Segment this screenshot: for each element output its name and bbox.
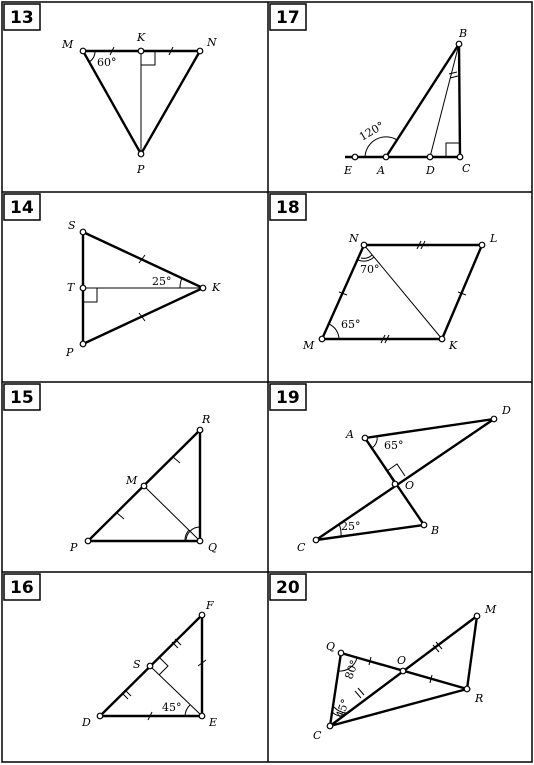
label-15-R: R	[202, 413, 211, 426]
label-20-M: M	[485, 603, 497, 616]
label-16-S: S	[133, 658, 141, 671]
panel-number-20: 20	[276, 578, 300, 598]
label-13-N: N	[207, 36, 217, 49]
label-19-O: O	[405, 479, 415, 492]
panel-number-18: 18	[276, 198, 300, 218]
angle-19-25: 25°	[341, 520, 361, 533]
label-19-A: A	[346, 428, 354, 441]
figure-15	[85, 427, 203, 544]
angle-17-120: 120°	[357, 119, 387, 144]
label-13-P: P	[137, 163, 145, 176]
label-17-E: E	[344, 164, 353, 177]
label-18-L: L	[490, 232, 498, 245]
panel-number-13: 13	[10, 8, 34, 28]
label-18-N: N	[349, 232, 359, 245]
label-15-Q: Q	[208, 541, 218, 554]
panel-number-15: 15	[10, 388, 34, 408]
panel-grid	[2, 2, 532, 762]
label-17-D: D	[426, 164, 435, 177]
panel-number-19: 19	[276, 388, 300, 408]
label-16-E: E	[209, 716, 218, 729]
label-20-Q: Q	[326, 640, 336, 653]
label-18-K: K	[449, 339, 458, 352]
label-20-R: R	[475, 692, 484, 705]
label-14-S: S	[68, 219, 76, 232]
angle-18-65: 65°	[341, 318, 361, 331]
panel-number-16: 16	[10, 578, 34, 598]
angle-14-25: 25°	[152, 275, 172, 288]
label-18-M: M	[303, 339, 315, 352]
label-16-D: D	[82, 716, 91, 729]
label-15-P: P	[70, 541, 78, 554]
label-14-P: P	[66, 346, 74, 359]
panel-number-17: 17	[276, 8, 300, 28]
angle-16-45: 45°	[162, 701, 182, 714]
angle-20-45: 45°	[333, 697, 353, 721]
label-15-M: M	[126, 474, 138, 487]
label-14-T: T	[67, 281, 75, 294]
label-19-B: B	[431, 524, 440, 537]
label-20-O: O	[397, 654, 407, 667]
angle-20-80: 80°	[342, 658, 362, 682]
label-17-B: B	[459, 27, 468, 40]
label-19-D: D	[502, 404, 511, 417]
label-20-C: C	[313, 729, 322, 742]
label-14-K: K	[212, 281, 221, 294]
angle-18-70: 70°	[360, 263, 380, 276]
number-tabs	[4, 4, 306, 600]
label-19-C: C	[297, 541, 306, 554]
panel-number-14: 14	[10, 198, 34, 218]
figure-14	[80, 229, 206, 347]
figure-16	[97, 612, 206, 720]
label-13-K: K	[137, 31, 146, 44]
label-16-F: F	[206, 599, 214, 612]
label-17-A: A	[377, 164, 385, 177]
angle-19-65: 65°	[384, 439, 404, 452]
angle-13-60: 60°	[97, 56, 117, 69]
label-13-M: M	[62, 38, 74, 51]
label-17-C: C	[462, 162, 471, 175]
